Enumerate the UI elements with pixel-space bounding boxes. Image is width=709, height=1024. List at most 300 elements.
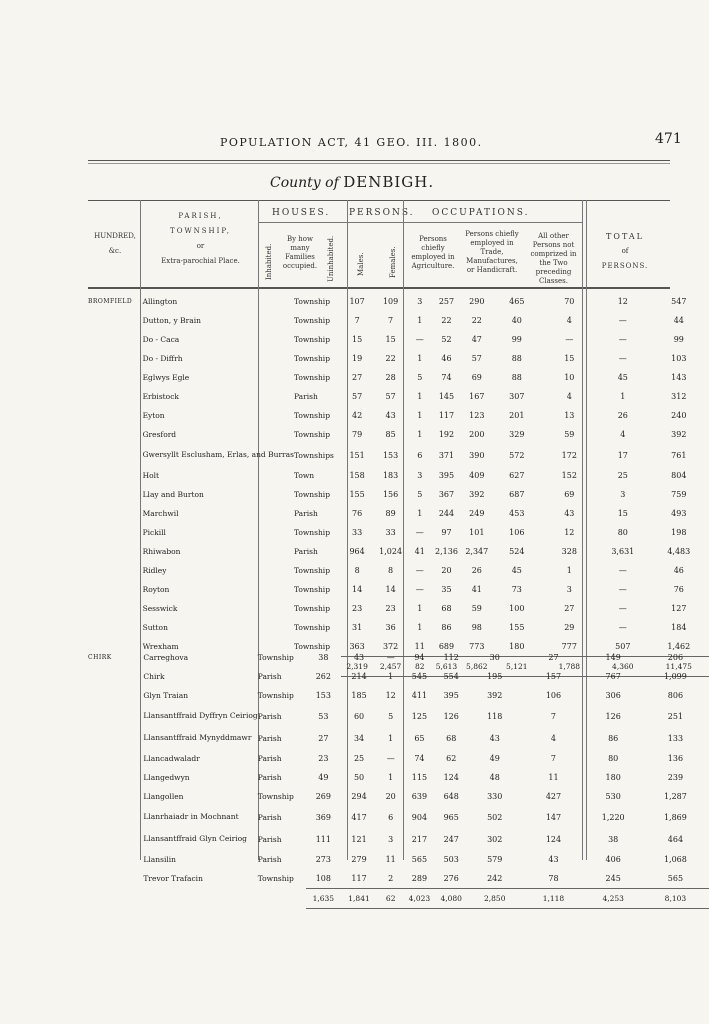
value-cell: — xyxy=(618,566,627,575)
value-cell: 524 xyxy=(509,547,525,556)
value-cell: 143 xyxy=(671,373,687,382)
value-cell: 153 xyxy=(382,450,399,460)
total-cell: 1,635 xyxy=(306,889,340,909)
table-row xyxy=(88,705,709,727)
place-name: Sutton xyxy=(142,622,168,632)
value-cell: 371 xyxy=(438,450,455,460)
value-cell: 579 xyxy=(487,855,503,864)
value-cell: 244 xyxy=(438,509,455,518)
place-name: Llangollen xyxy=(143,791,184,801)
value-cell: 184 xyxy=(671,623,687,632)
inhabited-header: Inhabited. xyxy=(265,243,273,280)
value-cell: 904 xyxy=(411,812,428,822)
table-row xyxy=(88,387,709,406)
value-cell: 290 xyxy=(469,297,485,306)
value-cell: 147 xyxy=(545,812,562,822)
value-cell: 648 xyxy=(443,792,459,801)
table-row xyxy=(88,727,709,749)
value-cell: 15 xyxy=(617,509,628,518)
place-name: Glyn Traian xyxy=(143,690,189,700)
county-title xyxy=(270,173,434,191)
value-cell: 7 xyxy=(388,316,394,325)
place-name: Allington xyxy=(142,296,178,306)
value-cell: 1 xyxy=(417,509,423,518)
value-cell: 115 xyxy=(411,773,428,782)
place-type: Township xyxy=(293,604,331,613)
table-row xyxy=(88,806,709,828)
place-name: Llangedwyn xyxy=(143,772,190,782)
place-type: Parish xyxy=(293,547,318,556)
value-cell: 330 xyxy=(487,792,503,801)
value-cell: 30 xyxy=(489,653,500,662)
total-cell: 5,121 xyxy=(492,657,542,677)
value-cell: 11 xyxy=(414,642,425,651)
value-cell: 124 xyxy=(545,834,562,844)
value-cell: 49 xyxy=(318,773,329,782)
place-name: Eglwys Egle xyxy=(142,372,190,382)
value-cell: 86 xyxy=(441,623,452,632)
value-cell: 101 xyxy=(469,528,485,537)
table-row xyxy=(88,523,709,542)
hundred-cell xyxy=(88,599,139,618)
value-cell: 4 xyxy=(550,733,557,743)
place-name: Carreghova xyxy=(143,652,189,662)
value-cell: 1 xyxy=(388,672,394,681)
value-cell: 192 xyxy=(438,430,455,439)
value-cell: — xyxy=(618,335,627,344)
value-cell: 133 xyxy=(667,733,684,743)
value-cell: 57 xyxy=(352,392,363,401)
place-name: Gwersyllt Esclusham, Erlas, and Burras xyxy=(142,450,294,459)
value-cell: 206 xyxy=(667,653,684,662)
chirk-table xyxy=(88,648,709,909)
value-cell: 554 xyxy=(443,672,459,681)
value-cell: — xyxy=(618,354,627,363)
place-type: Township xyxy=(257,653,294,662)
value-cell: 493 xyxy=(671,509,687,518)
table-row xyxy=(88,828,709,850)
value-cell: — xyxy=(618,585,627,594)
value-cell: 279 xyxy=(351,855,367,864)
value-cell: 22 xyxy=(385,354,396,363)
total-cell: 1,788 xyxy=(542,657,597,677)
value-cell: 4 xyxy=(566,392,572,401)
value-cell: 38 xyxy=(318,653,329,662)
total-l3: PERSONS. xyxy=(601,262,649,270)
value-cell: 180 xyxy=(509,642,525,651)
value-cell: 121 xyxy=(351,834,367,844)
value-cell: 35 xyxy=(441,585,452,594)
place-type: Township xyxy=(293,297,331,306)
value-cell: 4 xyxy=(620,430,626,439)
value-cell: 294 xyxy=(351,792,367,801)
value-cell: 46 xyxy=(673,566,684,575)
value-cell: 572 xyxy=(509,450,525,460)
value-cell: 127 xyxy=(671,604,687,613)
table-row xyxy=(88,330,709,349)
total-cell: 5,862 xyxy=(462,657,492,677)
value-cell: — xyxy=(415,585,424,594)
value-cell: 69 xyxy=(471,373,482,382)
place-name: Chirk xyxy=(143,671,165,681)
value-cell: 302 xyxy=(487,834,503,844)
value-cell: 25 xyxy=(353,754,365,763)
place-name: Gresford xyxy=(142,429,177,439)
value-cell: 155 xyxy=(349,490,365,499)
value-cell: 329 xyxy=(509,430,525,439)
hundred-cell xyxy=(88,869,139,889)
value-cell: 73 xyxy=(511,585,522,594)
value-cell: 23 xyxy=(318,754,329,763)
value-cell: 99 xyxy=(673,335,684,344)
persons-underline xyxy=(347,222,403,223)
hundred-cell: CHIRK xyxy=(88,654,112,661)
hundred-cell xyxy=(88,561,139,580)
hundred-cell xyxy=(88,523,139,542)
houses-group-header: HOUSES. xyxy=(272,208,331,218)
value-cell: 1 xyxy=(388,733,394,743)
value-cell: 1,024 xyxy=(379,547,403,556)
value-cell: 687 xyxy=(509,490,525,499)
value-cell: 43 xyxy=(564,509,575,518)
value-cell: 7 xyxy=(550,711,557,721)
total-cell: 1,118 xyxy=(522,889,584,909)
hundred-cell xyxy=(88,727,139,749)
value-cell: 185 xyxy=(351,691,367,700)
table-row xyxy=(88,292,709,311)
place-name: Wrexham xyxy=(142,641,179,651)
value-cell: 1,220 xyxy=(601,812,625,822)
place-type: Township xyxy=(293,335,331,344)
value-cell: 453 xyxy=(509,509,525,518)
place-type: Township xyxy=(293,430,331,439)
value-cell: 465 xyxy=(509,297,525,306)
table-row xyxy=(88,850,709,869)
hundred-cell xyxy=(88,850,139,869)
value-cell: 118 xyxy=(487,711,503,721)
place-name: Holt xyxy=(142,470,160,480)
value-cell: 965 xyxy=(443,812,459,822)
value-cell: 1 xyxy=(417,316,423,325)
total-cell: 82 xyxy=(408,657,431,677)
value-cell: 2,347 xyxy=(465,547,489,556)
hundred-cell xyxy=(88,667,139,686)
trade-header: Persons chiefly employed in Trade, Manufactures, or Handicraft. xyxy=(465,230,519,274)
value-cell: 10 xyxy=(564,373,575,382)
value-cell: 156 xyxy=(382,490,399,499)
value-cell: 100 xyxy=(509,604,525,613)
value-cell: 6 xyxy=(388,812,394,822)
value-cell: 3,631 xyxy=(611,547,635,556)
place-type: Parish xyxy=(257,834,282,844)
value-cell: 33 xyxy=(352,528,363,537)
bromfield-table xyxy=(88,292,709,677)
value-cell: 44 xyxy=(673,316,684,325)
place-type: Parish xyxy=(293,392,318,401)
place-type: Township xyxy=(293,528,331,537)
value-cell: 3 xyxy=(417,471,423,480)
value-cell: 417 xyxy=(351,812,367,822)
county-prefix: County of xyxy=(270,175,339,191)
hundred-label: HUNDRED, xyxy=(94,232,136,240)
value-cell: 767 xyxy=(605,672,621,681)
value-cell: 1 xyxy=(417,411,423,420)
value-cell: 70 xyxy=(564,297,575,306)
value-cell: 111 xyxy=(315,834,331,844)
value-cell: 306 xyxy=(605,691,621,700)
hundred-cell xyxy=(88,406,139,425)
hundred-cell xyxy=(88,330,139,349)
value-cell: 4,483 xyxy=(667,547,691,556)
value-cell: 964 xyxy=(349,547,365,556)
value-cell: 69 xyxy=(564,490,575,499)
table-row xyxy=(88,444,709,466)
table-row xyxy=(88,349,709,368)
table-row xyxy=(88,618,709,637)
value-cell: 427 xyxy=(545,792,562,801)
table-row xyxy=(88,667,709,686)
value-cell: 1,869 xyxy=(663,812,687,822)
hundred-cell xyxy=(88,444,139,466)
value-cell: 27 xyxy=(318,733,329,743)
value-cell: 94 xyxy=(414,653,425,662)
value-cell: 257 xyxy=(438,297,455,306)
table-row xyxy=(88,648,709,667)
value-cell: 249 xyxy=(469,509,485,518)
value-cell: 245 xyxy=(605,874,621,883)
value-cell: 108 xyxy=(315,874,331,883)
value-cell: 273 xyxy=(315,855,331,864)
value-cell: 406 xyxy=(605,855,621,864)
place-type: Township xyxy=(293,490,331,499)
value-cell: 99 xyxy=(511,335,522,344)
value-cell: 57 xyxy=(471,354,482,363)
value-cell: 97 xyxy=(441,528,452,537)
value-cell: 201 xyxy=(509,411,525,420)
value-cell: 41 xyxy=(471,585,482,594)
value-cell: 76 xyxy=(352,509,363,518)
value-cell: 26 xyxy=(471,566,482,575)
value-cell: — xyxy=(618,623,627,632)
table-row xyxy=(88,869,709,889)
value-cell: 247 xyxy=(443,834,459,844)
value-cell: 1 xyxy=(566,566,572,575)
value-cell: 183 xyxy=(382,471,399,480)
hundred-header xyxy=(90,232,140,256)
place-name: Do - Caca xyxy=(142,334,180,344)
value-cell: 195 xyxy=(487,672,503,681)
value-cell: 45 xyxy=(511,566,522,575)
value-cell: 7 xyxy=(354,316,360,325)
hundred-cell xyxy=(88,387,139,406)
value-cell: 157 xyxy=(545,672,562,681)
value-cell: 1,099 xyxy=(663,672,687,681)
hundred-cell xyxy=(88,368,139,387)
table-row xyxy=(88,425,709,444)
value-cell: 60 xyxy=(353,711,365,721)
value-cell: 43 xyxy=(548,855,559,864)
persons-group-header: PERSONS. xyxy=(349,208,415,218)
value-cell: 49 xyxy=(489,754,500,763)
value-cell: 312 xyxy=(671,392,687,401)
value-cell: 29 xyxy=(564,623,575,632)
value-cell: 269 xyxy=(315,792,331,801)
total-cell: 2,319 xyxy=(341,657,373,677)
value-cell: 22 xyxy=(441,316,452,325)
header-rule-thin xyxy=(88,163,670,164)
value-cell: 68 xyxy=(441,604,452,613)
table-row xyxy=(88,406,709,425)
value-cell: 112 xyxy=(443,653,459,662)
value-cell: 12 xyxy=(385,691,396,700)
place-type: Parish xyxy=(257,672,282,681)
value-cell: 11 xyxy=(385,855,396,864)
value-cell: 27 xyxy=(548,653,559,662)
place-type: Parish xyxy=(257,733,282,743)
place-name: Llay and Burton xyxy=(142,489,204,499)
value-cell: 627 xyxy=(509,471,525,480)
hundred-cell xyxy=(88,749,139,768)
total-header xyxy=(592,232,658,271)
total-row xyxy=(88,889,709,909)
hundred-cell: BROMFIELD xyxy=(88,298,133,305)
blank-cell xyxy=(88,889,139,909)
value-cell: — xyxy=(618,604,627,613)
value-cell: 14 xyxy=(385,585,396,594)
hundred-cell xyxy=(88,828,139,850)
value-cell: 74 xyxy=(441,373,452,382)
value-cell: 50 xyxy=(353,773,365,782)
value-cell: 276 xyxy=(443,874,459,883)
value-cell: 1,287 xyxy=(663,792,687,801)
value-cell: 1 xyxy=(417,392,423,401)
parish-l4: Extra-parochial Place. xyxy=(161,257,240,265)
value-cell: 65 xyxy=(414,733,425,743)
value-cell: 372 xyxy=(382,642,399,651)
value-cell: 367 xyxy=(438,490,455,499)
hundred-etc: &c. xyxy=(108,247,122,255)
value-cell: — xyxy=(618,316,627,325)
value-cell: 180 xyxy=(605,773,621,782)
value-cell: 47 xyxy=(471,335,482,344)
place-type: Parish xyxy=(257,754,282,763)
value-cell: 23 xyxy=(385,604,396,613)
value-cell: 198 xyxy=(671,528,687,537)
value-cell: 106 xyxy=(545,691,562,700)
value-cell: 503 xyxy=(443,855,459,864)
value-cell: 123 xyxy=(469,411,485,420)
value-cell: 43 xyxy=(353,653,365,662)
place-name: Llansantffraid Dyffryn Ceiriog xyxy=(143,711,258,720)
place-type: Parish xyxy=(257,773,282,782)
value-cell: 777 xyxy=(561,642,577,651)
value-cell: 545 xyxy=(411,672,428,681)
total-cell: 4,360 xyxy=(597,657,649,677)
value-cell: 12 xyxy=(564,528,575,537)
value-cell: 57 xyxy=(385,392,396,401)
place-name: Llansantffraid Mynyddmawr xyxy=(143,733,252,742)
value-cell: 89 xyxy=(385,509,396,518)
value-cell: 41 xyxy=(414,547,425,556)
value-cell: 2,136 xyxy=(435,547,458,556)
uninhabited-header: Uninhabited. xyxy=(327,235,335,282)
table-row xyxy=(88,504,709,523)
value-cell: 507 xyxy=(615,642,631,651)
value-cell: 6 xyxy=(417,450,423,460)
value-cell: 80 xyxy=(608,754,619,763)
place-name: Llansantffraid Glyn Ceiriog xyxy=(143,834,247,843)
value-cell: 392 xyxy=(671,430,687,439)
value-cell: 79 xyxy=(352,430,363,439)
value-cell: 88 xyxy=(511,354,522,363)
value-cell: 3 xyxy=(620,490,626,499)
place-name: Royton xyxy=(142,584,170,594)
place-type: Township xyxy=(257,691,294,700)
value-cell: 23 xyxy=(352,604,363,613)
value-cell: 15 xyxy=(352,335,363,344)
value-cell: 149 xyxy=(605,653,621,662)
value-cell: 200 xyxy=(469,430,485,439)
value-cell: 27 xyxy=(564,604,575,613)
value-cell: 28 xyxy=(385,373,396,382)
value-cell: 26 xyxy=(617,411,628,420)
value-cell: 639 xyxy=(411,792,428,801)
table-row xyxy=(88,466,709,485)
value-cell: 5 xyxy=(417,373,423,382)
value-cell: 773 xyxy=(469,642,485,651)
value-cell: 3 xyxy=(417,297,423,306)
place-name: Ridley xyxy=(142,565,167,575)
place-name: Pickill xyxy=(142,527,166,537)
value-cell: — xyxy=(386,653,395,662)
table-row xyxy=(88,561,709,580)
value-cell: 2 xyxy=(388,874,394,883)
value-cell: 5 xyxy=(417,490,423,499)
value-cell: 12 xyxy=(617,297,628,306)
value-cell: 40 xyxy=(511,316,522,325)
parish-header xyxy=(143,212,258,266)
place-type: Parish xyxy=(257,855,282,864)
place-name: Dutton, y Brain xyxy=(142,315,201,325)
value-cell: — xyxy=(565,335,574,344)
value-cell: 3 xyxy=(388,834,394,844)
hundred-cell xyxy=(88,705,139,727)
parish-l3: or xyxy=(196,242,205,250)
value-cell: 262 xyxy=(315,672,331,681)
value-cell: 502 xyxy=(487,812,503,822)
value-cell: 151 xyxy=(349,450,365,460)
value-cell: 565 xyxy=(667,874,684,883)
value-cell: 15 xyxy=(564,354,575,363)
value-cell: 126 xyxy=(605,711,621,721)
value-cell: 59 xyxy=(471,604,482,613)
table-row xyxy=(88,749,709,768)
value-cell: 20 xyxy=(385,792,396,801)
total-cell: 8,103 xyxy=(642,889,709,909)
females-header: Females. xyxy=(389,246,397,278)
hundred-cell xyxy=(88,768,139,787)
place-name: Erbistock xyxy=(142,391,179,401)
value-cell: 15 xyxy=(385,335,396,344)
place-type: Township xyxy=(293,411,331,420)
value-cell: 20 xyxy=(441,566,452,575)
value-cell: 42 xyxy=(352,411,363,420)
value-cell: 392 xyxy=(469,490,485,499)
value-cell: 78 xyxy=(548,874,559,883)
value-cell: 86 xyxy=(608,733,619,743)
place-name: Eyton xyxy=(142,410,165,420)
value-cell: 106 xyxy=(509,528,525,537)
